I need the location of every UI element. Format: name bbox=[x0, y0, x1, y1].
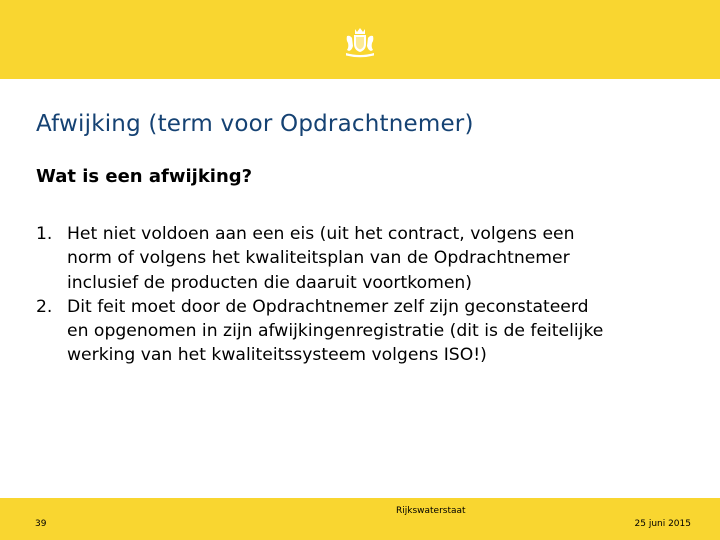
list-item-line: norm of volgens het kwaliteitsplan van de Opdrachtnemer bbox=[67, 248, 570, 269]
footer-bar bbox=[0, 498, 720, 540]
organization-name: Rijkswaterstaat bbox=[396, 506, 466, 516]
slide-subtitle: Wat is een afwijking? bbox=[36, 166, 253, 187]
list-item bbox=[36, 222, 706, 295]
slide-title: Afwijking (term voor Opdrachtnemer) bbox=[36, 111, 474, 137]
list-item-line: inclusief de producten die daaruit voortkomen) bbox=[67, 272, 473, 293]
list-item-line: Het niet voldoen aan een eis (uit het contract, volgens een bbox=[67, 224, 575, 244]
list-item-number: 2. bbox=[36, 296, 53, 317]
definition-list bbox=[36, 222, 706, 368]
slide-date: 25 juni 2015 bbox=[634, 519, 691, 529]
coat-of-arms-icon bbox=[341, 26, 379, 58]
list-item bbox=[36, 295, 706, 368]
list-item-line: en opgenomen in zijn afwijkingenregistratie (dit is de feitelijke bbox=[67, 321, 604, 342]
list-item-number: 1. bbox=[36, 224, 53, 244]
header-banner bbox=[0, 0, 720, 79]
list-item-line: Dit feit moet door de Opdrachtnemer zelf zijn geconstateerd bbox=[67, 296, 589, 317]
page-number: 39 bbox=[35, 519, 47, 529]
list-item-line: werking van het kwaliteitssysteem volgens ISO!) bbox=[67, 345, 487, 366]
